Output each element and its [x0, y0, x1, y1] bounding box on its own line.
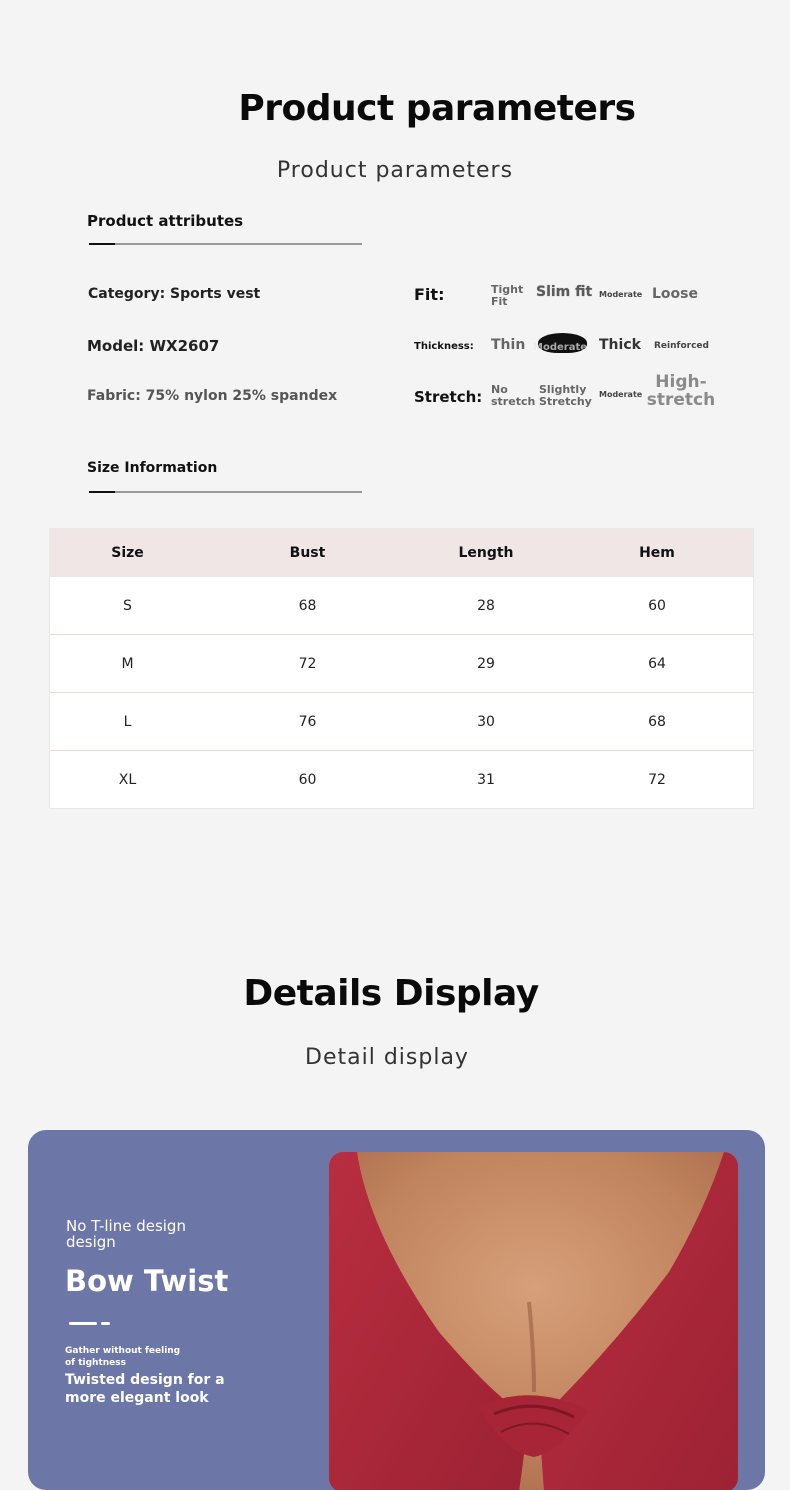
- thickness-option-thin: Thin: [491, 337, 526, 353]
- cell-length: 29: [477, 655, 495, 672]
- card-eyebrow: No T-line design design: [66, 1217, 186, 1251]
- product-photo-illustration: [329, 1152, 738, 1490]
- cell-size: L: [123, 713, 132, 730]
- table-row: [50, 692, 753, 750]
- stretch-option-slight: Slightly Stretchy: [539, 383, 592, 408]
- header-length: Length: [458, 545, 514, 561]
- size-table: [49, 528, 754, 809]
- header-size: Size: [111, 545, 144, 561]
- attributes-section-title: Product attributes: [87, 212, 244, 230]
- card-divider: [69, 1322, 97, 1325]
- cell-bust: 76: [298, 713, 317, 730]
- cell-length: 31: [477, 771, 495, 788]
- params-subtitle: Product parameters: [276, 158, 514, 183]
- size-divider-accent: [89, 491, 115, 493]
- thickness-option-thick: Thick: [599, 337, 641, 353]
- cell-length: 28: [477, 597, 495, 614]
- product-photo: [329, 1152, 738, 1490]
- attributes-divider: [89, 243, 362, 245]
- header-bust: Bust: [289, 545, 326, 561]
- fit-option-loose: Loose: [652, 286, 698, 302]
- table-row: [50, 750, 753, 808]
- cell-size: XL: [118, 771, 137, 788]
- detail-card: [28, 1130, 765, 1490]
- stretch-label: Stretch:: [414, 388, 483, 406]
- table-row: [50, 577, 753, 634]
- cell-size: S: [123, 597, 132, 614]
- header-hem: Hem: [639, 545, 675, 561]
- details-subtitle: Detail display: [305, 1045, 469, 1070]
- fit-option-slim-selected: Slim fit: [536, 284, 593, 300]
- card-headline: Bow Twist: [65, 1264, 229, 1298]
- cell-bust: 72: [298, 655, 317, 672]
- attr-fabric: Fabric: 75% nylon 25% spandex: [87, 388, 338, 404]
- card-divider-dot: [101, 1322, 110, 1325]
- size-table-header: [50, 529, 753, 577]
- cell-hem: 72: [648, 771, 666, 788]
- attr-model: Model: WX2607: [87, 337, 220, 355]
- cell-hem: 68: [648, 713, 666, 730]
- params-title: Product parameters: [238, 88, 636, 129]
- details-title: Details Display: [243, 973, 539, 1014]
- table-row: [50, 634, 753, 692]
- size-section-title: Size Information: [87, 460, 218, 476]
- attributes-divider-accent: [89, 243, 115, 245]
- stretch-option-moderate: Moderate: [599, 390, 643, 399]
- card-body-text: Twisted design for a more elegant look: [65, 1372, 225, 1406]
- cell-hem: 60: [648, 597, 666, 614]
- fit-option-moderate: Moderate: [599, 290, 643, 299]
- fit-option-tight: Tight Fit: [491, 283, 524, 308]
- cell-bust: 68: [298, 597, 317, 614]
- thickness-label: Thickness:: [414, 341, 474, 352]
- stretch-option-none: No stretch: [491, 383, 536, 408]
- cell-length: 30: [477, 713, 495, 730]
- thickness-option-moderate-selected: Moderate: [533, 342, 588, 353]
- cell-bust: 60: [298, 771, 317, 788]
- attr-category: Category: Sports vest: [88, 286, 261, 302]
- stretch-option-high-selected: High-stretch: [646, 372, 716, 410]
- thickness-option-reinforced: Reinforced: [654, 341, 709, 351]
- cell-hem: 64: [648, 655, 666, 672]
- fit-label: Fit:: [414, 285, 445, 304]
- size-divider: [89, 491, 362, 493]
- card-small-text: Gather without feeling of tightness: [65, 1346, 181, 1368]
- cell-size: M: [121, 655, 134, 672]
